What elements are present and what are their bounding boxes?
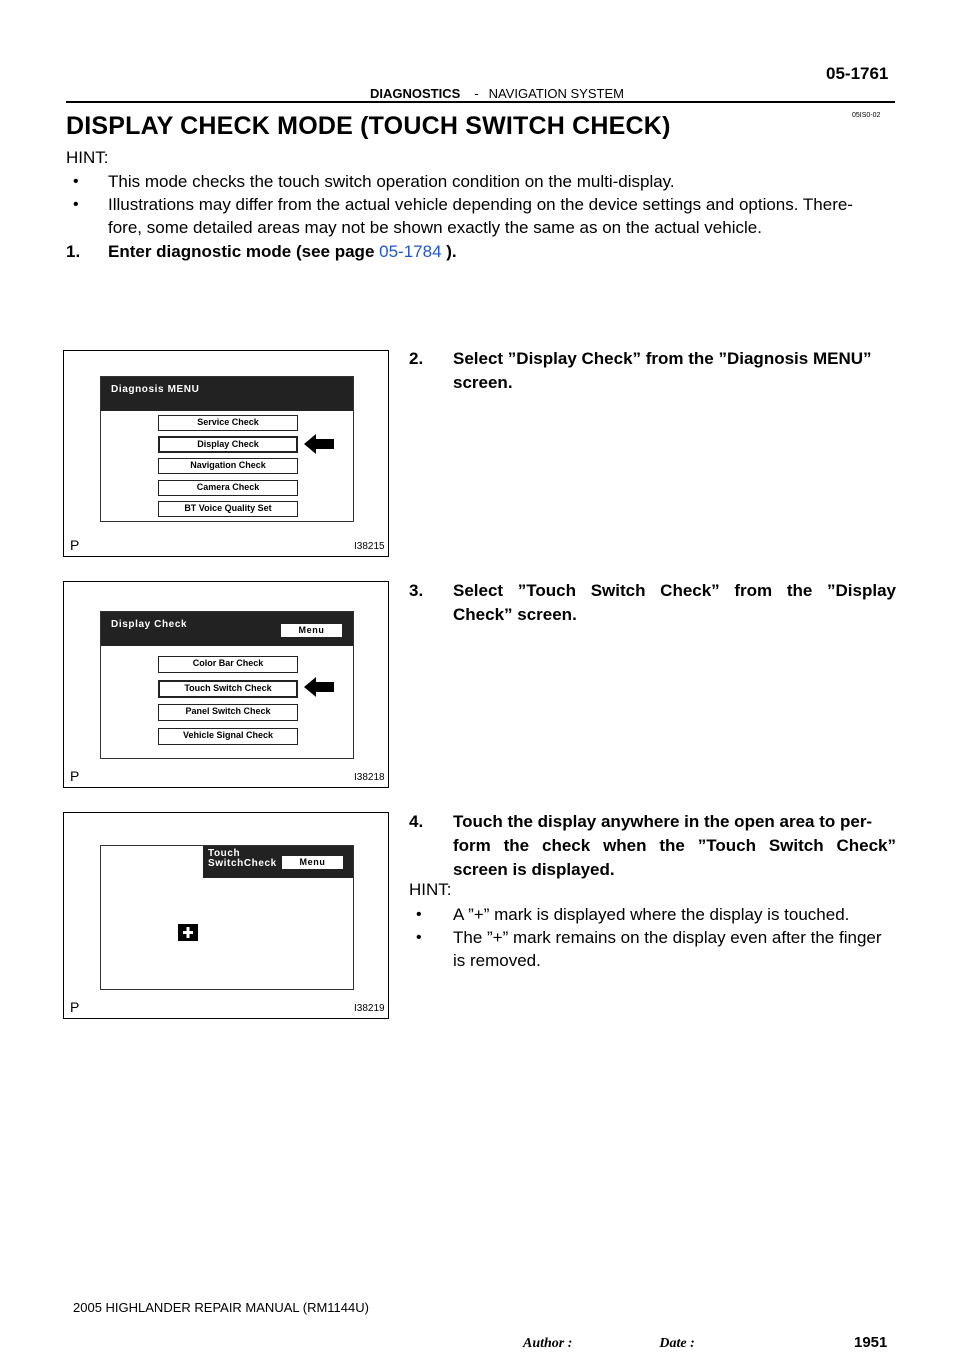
step-4-number: 4. — [409, 812, 424, 831]
hint-bullet-text: This mode checks the touch switch operation condition on the multi-display. — [108, 172, 675, 191]
bullet-dot-icon: • — [416, 929, 422, 946]
hint-bullet — [416, 903, 906, 927]
page-reference-link[interactable]: 05-1784 — [379, 242, 442, 261]
hint-label: HINT: — [66, 148, 109, 167]
display-check-button[interactable]: Display Check — [158, 436, 298, 453]
hint-bullet-text: A ”+” mark is displayed where the display is touched. — [453, 905, 850, 924]
step-4-text-cont: screen is displayed. — [453, 860, 615, 879]
navigation-check-button[interactable]: Navigation Check — [158, 458, 298, 474]
hint-bullet-continuation: fore, some detailed areas may not be shown exactly the same as on the actual vehicle. — [108, 218, 762, 237]
step-2-text-cont: screen. — [453, 373, 513, 392]
hint-bullet-continuation: is removed. — [453, 951, 541, 970]
page-title: DISPLAY CHECK MODE (TOUCH SWITCH CHECK) — [66, 112, 671, 140]
figure-touch-switch-check — [63, 812, 389, 1019]
author-label: Author : — [523, 1336, 573, 1351]
screen-header — [101, 612, 353, 646]
step-text: Enter diagnostic mode (see page — [108, 242, 375, 261]
plus-mark-icon — [178, 924, 198, 941]
running-header — [370, 86, 624, 101]
page-number: 05-1761 — [826, 64, 889, 83]
header-rule — [66, 101, 895, 103]
step-number: 1. — [66, 242, 81, 261]
step-4-text: Touch the display anywhere in the open area to per- — [453, 812, 873, 831]
subsection-name: NAVIGATION SYSTEM — [488, 86, 624, 101]
figure-display-check — [63, 581, 389, 788]
step-3-text-cont: Check” screen. — [453, 605, 577, 624]
hint-label: HINT: — [409, 880, 452, 899]
touch-switch-check-button[interactable]: Touch Switch Check — [158, 680, 298, 698]
screen-title: Display Check — [111, 619, 188, 630]
camera-check-button[interactable]: Camera Check — [158, 480, 298, 496]
pointer-arrow-icon — [302, 675, 336, 699]
panel-switch-check-button[interactable]: Panel Switch Check — [158, 704, 298, 721]
document-code: 05IS0-02 — [852, 112, 881, 119]
color-bar-check-button[interactable]: Color Bar Check — [158, 656, 298, 673]
step-4-text-cont: form the check when the ”Touch Switch Check” — [453, 836, 896, 855]
screen-header — [203, 846, 353, 878]
hint-bullet-text: Illustrations may differ from the actual vehicle depending on the device settings and options. There- — [108, 195, 853, 214]
hint-bullet — [73, 170, 903, 194]
figure-id: I38218 — [354, 772, 385, 783]
display-screen — [100, 845, 354, 990]
screen-title-line2: SwitchCheck — [208, 858, 277, 869]
bt-voice-quality-set-button[interactable]: BT Voice Quality Set — [158, 501, 298, 517]
screen-title: Diagnosis MENU — [111, 384, 200, 395]
author-date-line — [523, 1336, 695, 1352]
step-1 — [66, 240, 457, 264]
figure-p-mark: P — [70, 768, 80, 784]
manual-title: 2005 HIGHLANDER REPAIR MANUAL (RM1144U) — [73, 1300, 369, 1315]
vehicle-signal-check-button[interactable]: Vehicle Signal Check — [158, 728, 298, 745]
step-2-number: 2. — [409, 349, 424, 368]
figure-id: I38215 — [354, 541, 385, 552]
hint-bullet — [416, 926, 906, 950]
screen-header — [101, 377, 353, 411]
bullet-dot-icon: • — [73, 196, 79, 213]
step-text-close: ). — [446, 242, 457, 261]
menu-button[interactable]: Menu — [282, 856, 343, 869]
hint-bullet-text: The ”+” mark remains on the display even after the finger — [453, 928, 882, 947]
bullet-dot-icon: • — [416, 906, 422, 923]
menu-button[interactable]: Menu — [281, 624, 342, 637]
header-separator: - — [474, 86, 479, 101]
screen-title-line1: Touch — [208, 848, 241, 859]
pointer-arrow-icon — [302, 432, 336, 456]
step-3-number: 3. — [409, 581, 424, 600]
figure-id: I38219 — [354, 1003, 385, 1014]
step-3-text: Select ”Touch Switch Check” from the ”Display — [453, 581, 896, 600]
section-name: DIAGNOSTICS — [370, 86, 461, 101]
figure-p-mark: P — [70, 999, 80, 1015]
date-label: Date : — [659, 1336, 695, 1351]
hint-bullet — [73, 193, 903, 217]
bullet-dot-icon: • — [73, 173, 79, 190]
figure-diagnosis-menu — [63, 350, 389, 557]
service-check-button[interactable]: Service Check — [158, 415, 298, 431]
figure-p-mark: P — [70, 537, 80, 553]
footer-page-number: 1951 — [854, 1334, 888, 1351]
step-2-text: Select ”Display Check” from the ”Diagnosis MENU” — [453, 349, 872, 368]
